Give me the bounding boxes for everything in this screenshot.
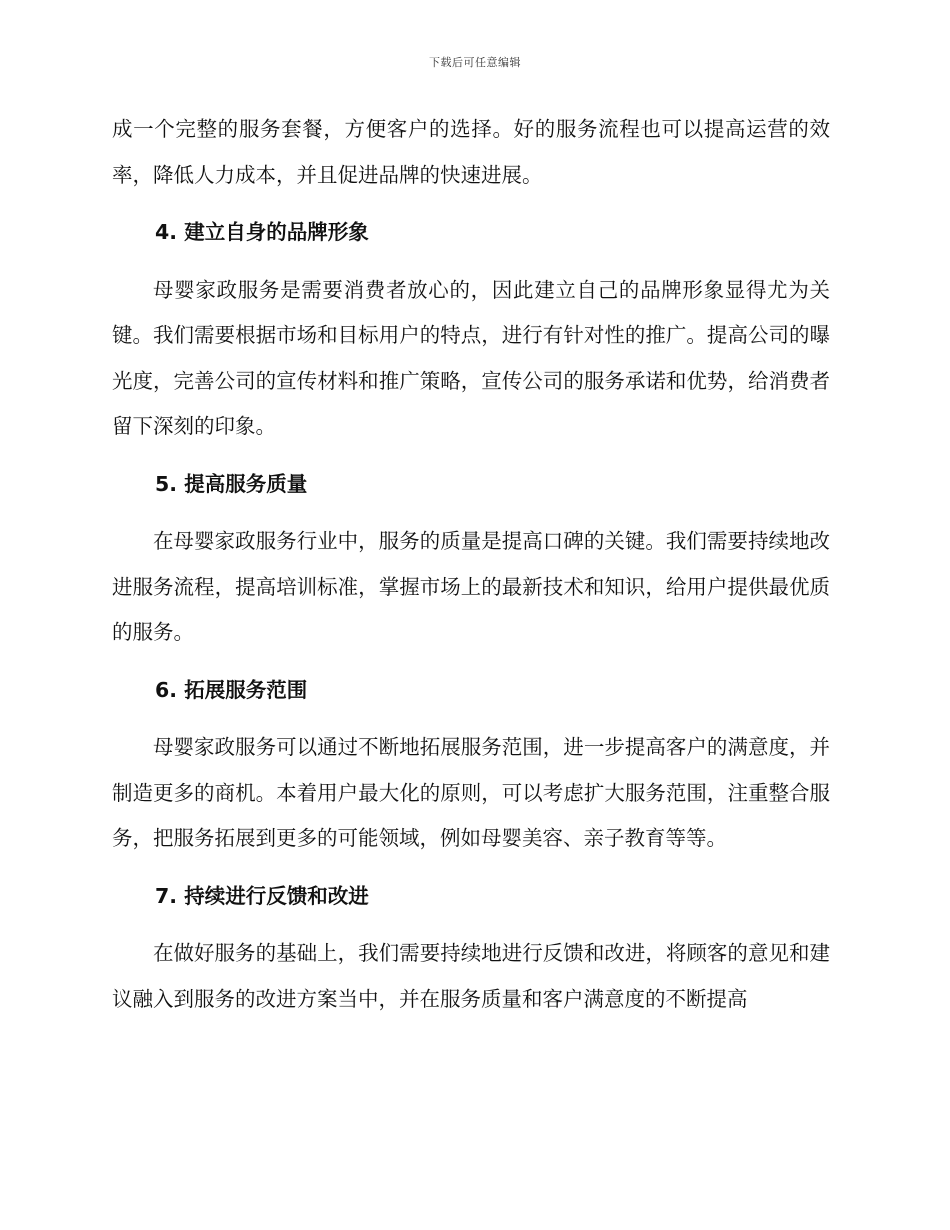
spacer <box>112 507 830 519</box>
page-header-note: 下载后可任意编辑 <box>429 56 521 69</box>
section-heading-4: 4. 建立自身的品牌形象 <box>155 220 369 244</box>
paragraph-section-5: 在母婴家政服务行业中，服务的质量是提高口碑的关键。我们需要持续地改进服务流程，提高培训标准，掌握市场上的最新技术和知识，给用户提供最优质的服务。 <box>112 529 830 644</box>
section-heading-6: 6. 拓展服务范围 <box>155 677 308 702</box>
section-heading-5: 5. 提高服务质量 <box>155 471 308 496</box>
paragraph-section-7: 在做好服务的基础上，我们需要持续地进行反馈和改进，将顾客的意见和建议融入到服务的改进方案当中，并在服务质量和客户满意度的不断提高 <box>112 941 830 1011</box>
paragraph-continued: 成一个完整的服务套餐，方便客户的选择。好的服务流程也可以提高运营的效率，降低人力成本，并且促进品牌的快速进展。 <box>112 117 830 187</box>
paragraph-section-4: 母婴家政服务是需要消费者放心的，因此建立自己的品牌形象显得尤为关键。我们需要根据市场和目标用户的特点，进行有针对性的推广。提高公司的曝光度，完善公司的宣传材料和推广策略，宣传公司的服务承诺和优势，给消费者留下深刻的印象。 <box>112 277 830 438</box>
spacer <box>112 256 830 268</box>
spacer <box>112 198 830 210</box>
spacer <box>112 656 830 668</box>
document-body <box>112 107 830 1022</box>
spacer <box>112 450 830 462</box>
spacer <box>112 862 830 874</box>
paragraph-section-6: 母婴家政服务可以通过不断地拓展服务范围，进一步提高客户的满意度，并制造更多的商机。本着用户最大化的原则，可以考虑扩大服务范围，注重整合服务，把服务拓展到更多的可能领域，例如母婴美容、亲子教育等等。 <box>112 735 830 850</box>
spacer <box>112 713 830 725</box>
spacer <box>112 919 830 931</box>
section-heading-7: 7. 持续进行反馈和改进 <box>155 883 369 908</box>
